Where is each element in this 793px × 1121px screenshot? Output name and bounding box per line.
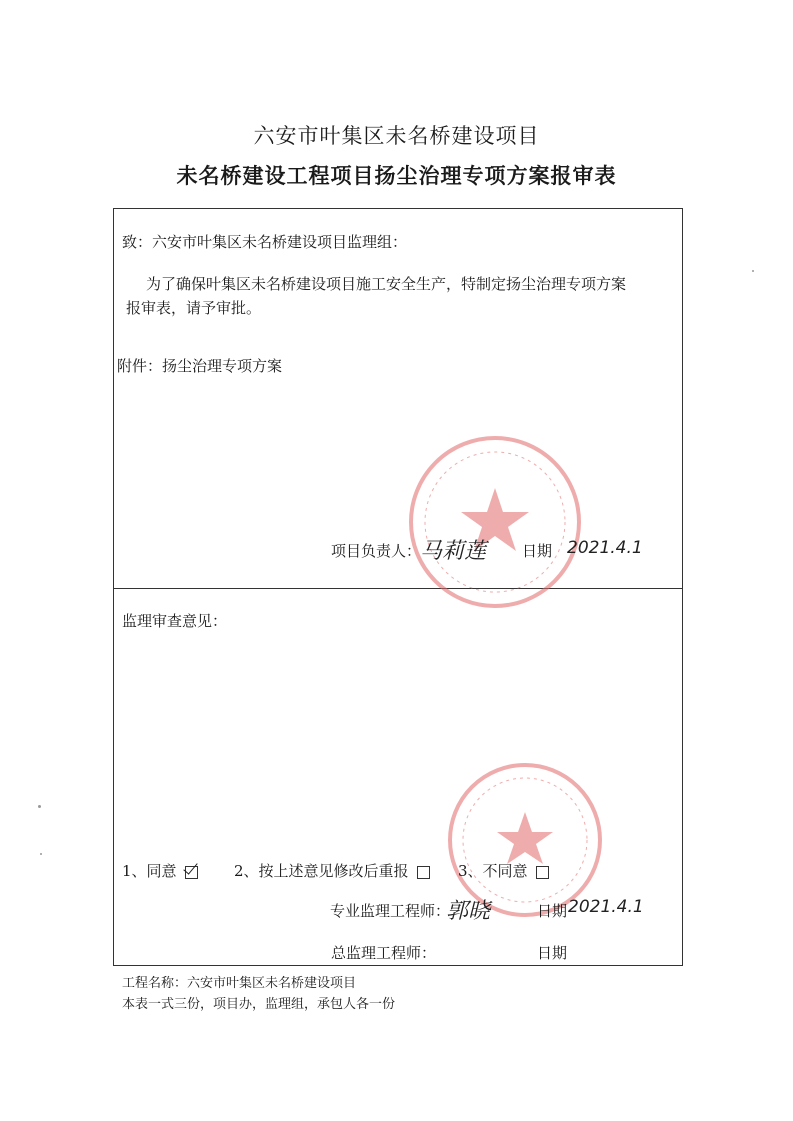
option-agree	[122, 860, 198, 881]
scan-speck	[40, 853, 42, 855]
manager-label: 项目负责人：	[331, 542, 422, 560]
date-label: 日期	[522, 542, 553, 560]
body-line-2: 报审表，请予审批。	[126, 299, 262, 317]
scan-speck	[38, 805, 41, 808]
manager-signature: 马莉莲	[420, 539, 487, 564]
body-line-1: 为了确保叶集区未名桥建设项目施工安全生产，特制定扬尘治理专项方案	[146, 275, 627, 293]
project-title: 六安市叶集区未名桥建设项目	[253, 124, 540, 148]
footer-copies-note: 本表一式三份，项目办，监理组，承包人各一份	[122, 997, 396, 1012]
agree-checkbox[interactable]	[185, 866, 198, 879]
option-revise-label: 2、按上述意见修改后重报	[234, 862, 409, 880]
revise-checkbox[interactable]	[417, 866, 430, 879]
chief-date-label: 日期	[537, 944, 568, 962]
contractor-seal	[405, 432, 585, 612]
form-title: 未名桥建设工程项目扬尘治理专项方案报审表	[176, 163, 617, 188]
section-divider	[113, 588, 683, 589]
date-value: 2021.4.1	[567, 538, 643, 558]
footer-project-name: 工程名称：六安市叶集区未名桥建设项目	[122, 976, 357, 991]
addressee: 致：六安市叶集区未名桥建设项目监理组：	[122, 233, 408, 251]
option-disagree-label: 3、不同意	[458, 862, 528, 880]
scan-speck	[752, 270, 754, 272]
engineer-signature: 郭晓	[446, 899, 491, 924]
chief-label: 总监理工程师：	[331, 944, 437, 962]
option-disagree	[458, 860, 549, 881]
attachment-note: 附件：扬尘治理专项方案	[117, 357, 283, 375]
engineer-date-label: 日期	[537, 902, 568, 920]
engineer-label: 专业监理工程师：	[330, 902, 451, 920]
review-heading: 监理审查意见：	[122, 612, 228, 630]
disagree-checkbox[interactable]	[536, 866, 549, 879]
option-revise	[234, 860, 430, 881]
option-agree-label: 1、同意	[122, 862, 177, 880]
engineer-date-value: 2021.4.1	[568, 897, 644, 917]
